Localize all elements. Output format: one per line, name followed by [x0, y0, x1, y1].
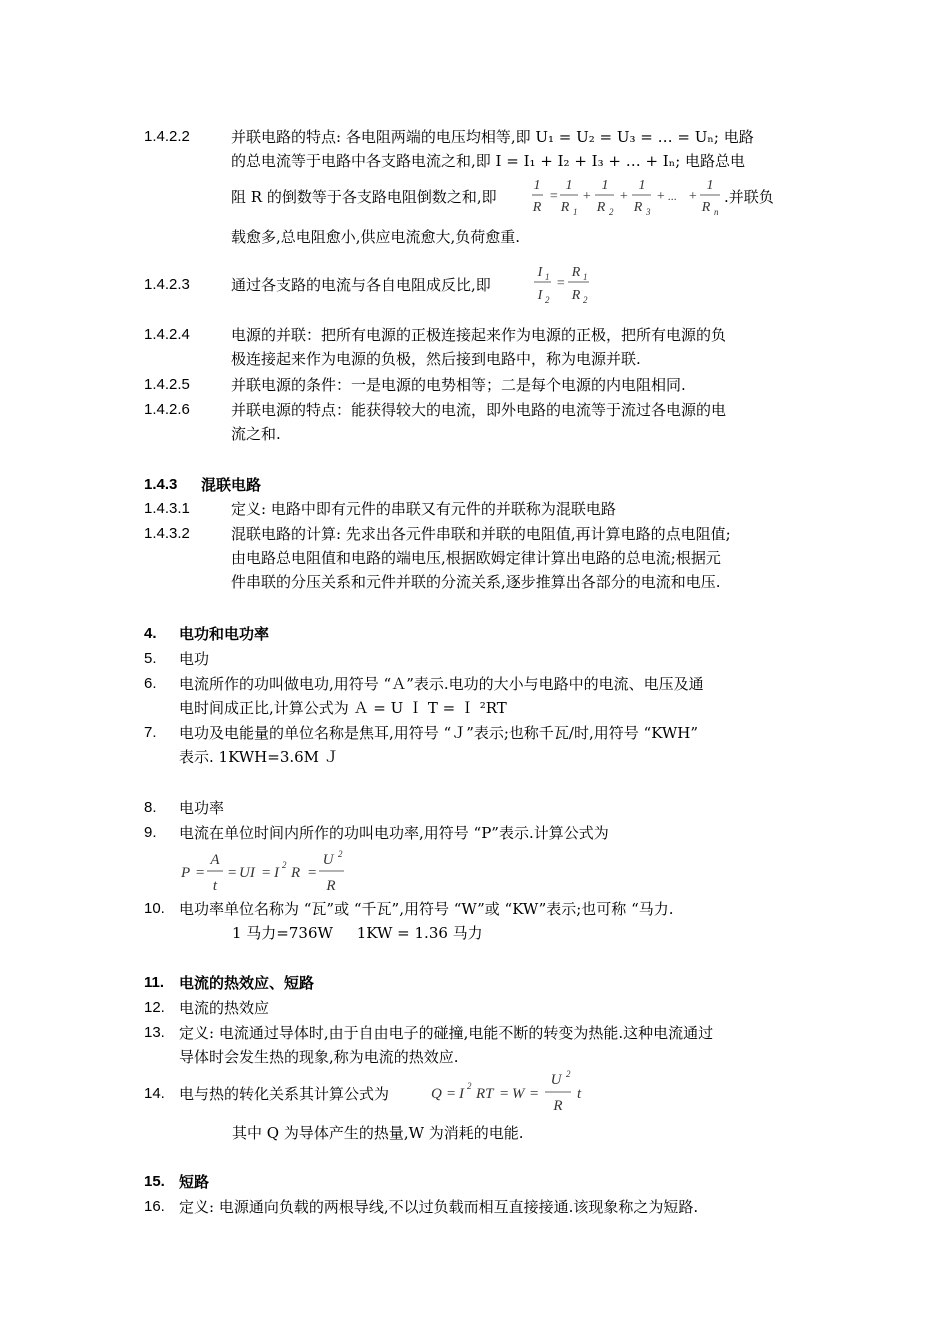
line: 的总电流等于电路中各支路电流之和,即 I = I₁ + I₂ + I₃ + … + Iₙ; 电路总电 [231, 152, 746, 170]
line: 定义: 电路中即有元件的串联又有元件的并联称为混联电路 [231, 500, 616, 518]
line: 电流在单位时间内所作的功叫电功率,用符号 “P”表示.计算公式为 [179, 824, 609, 842]
heading-text: 电流的热效应、短路 [179, 974, 315, 992]
line: 并联电源的条件：一是电源的电势相等；二是每个电源的内电阻相同. [231, 376, 686, 394]
svg-text:=: = [499, 1086, 510, 1102]
svg-text:R: R [553, 1098, 563, 1114]
svg-text:=: = [529, 1086, 540, 1102]
svg-text:+: + [688, 189, 698, 204]
svg-text:1: 1 [573, 207, 578, 217]
line: 电功及电能量的单位名称是焦耳,用符号 “Ｊ”表示;也称千瓦/时,用符号 “KWH” [179, 724, 699, 742]
line: 流之和. [231, 425, 281, 443]
item-14 [144, 1070, 814, 1150]
svg-text:1: 1 [583, 272, 588, 282]
current-ratio-formula [534, 258, 604, 310]
svg-text:A: A [210, 852, 220, 868]
svg-text:2: 2 [545, 295, 550, 305]
svg-text:1: 1 [545, 272, 550, 282]
item-body [231, 125, 811, 249]
svg-text:...: ... [668, 189, 677, 203]
item-1-4-2-3 [144, 261, 814, 311]
svg-text:2: 2 [609, 207, 614, 217]
svg-text:R: R [571, 265, 581, 280]
line: 电功率 [179, 799, 225, 817]
item-number: 10. [144, 900, 165, 917]
svg-text:+: + [619, 189, 629, 204]
svg-text:2: 2 [467, 1081, 472, 1091]
line: 电流所作的功叫做电功,用符号 “Ａ”表示.电功的大小与电路中的电流、电压及通 [179, 675, 704, 693]
svg-text:R: R [571, 288, 581, 303]
svg-text:R: R [560, 200, 570, 215]
svg-text:1: 1 [601, 178, 609, 193]
svg-text:2: 2 [338, 849, 343, 859]
item-number: 8. [144, 799, 157, 816]
line: 1 马力=736W 1KW = 1.36 马力 [232, 924, 483, 942]
item-number: 1.4.2.6 [144, 401, 190, 418]
line: 电时间成正比,计算公式为 Ａ = U Ｉ T = Ｉ ²RT [179, 699, 507, 717]
svg-text:=: = [195, 865, 206, 881]
svg-text:=: = [549, 189, 559, 204]
svg-text:2: 2 [282, 860, 287, 870]
item-number: 1.4.3 [144, 476, 178, 493]
line: 定义: 电源通向负载的两根导线,不以过负载而相互直接接通.该现象称之为短路. [179, 1198, 699, 1216]
svg-text:I: I [459, 1086, 464, 1102]
heading-text: 电功和电功率 [179, 625, 270, 643]
item-number: 7. [144, 724, 157, 741]
svg-text:1: 1 [638, 178, 646, 193]
item-number: 1.4.2.3 [144, 276, 190, 293]
item-number: 15. [144, 1173, 165, 1190]
item-number: 6. [144, 675, 157, 692]
svg-text:=: = [261, 865, 272, 881]
line: 由电路总电阻值和电路的端电压,根据欧姆定律计算出电路的总电流;根据元 [231, 549, 721, 567]
item-number: 4. [144, 625, 157, 642]
svg-text:+: + [582, 189, 592, 204]
line: 载愈多,总电阻愈小,供应电流愈大,负荷愈重. [231, 228, 521, 246]
item-number: 1.4.3.1 [144, 500, 190, 517]
power-formula [179, 846, 379, 898]
line: 定义: 电流通过导体时,由于自由电子的碰撞,电能不断的转变为热能.这种电流通过 [179, 1024, 714, 1042]
svg-text:I: I [274, 865, 279, 881]
svg-text:R: R [532, 200, 542, 215]
item-number: 13. [144, 1024, 165, 1041]
item-number: 14. [144, 1085, 165, 1102]
svg-text:I: I [537, 265, 543, 280]
svg-text:1: 1 [565, 178, 573, 193]
svg-text:Q: Q [431, 1086, 442, 1102]
svg-text:2: 2 [566, 1069, 571, 1079]
line: .并联负 [724, 188, 774, 206]
svg-text:n: n [714, 207, 719, 217]
line: 导体时会发生热的现象,称为电流的热效应. [179, 1048, 459, 1066]
line: 电功率单位名称为 “瓦”或 “千瓦”,用符号 “W”或 “KW”表示;也可称 “马力. [179, 900, 674, 918]
item-number: 16. [144, 1198, 165, 1215]
line: 阻 R 的倒数等于各支路电阻倒数之和,即 [231, 188, 497, 206]
item-1-4-2-2 [144, 125, 814, 250]
frac-num: 1 [533, 178, 541, 193]
line: 电源的并联：把所有电源的正极连接起来作为电源的正极，把所有电源的负 [231, 326, 727, 344]
item-number: 12. [144, 999, 165, 1016]
line: 表示. 1KWH=3.6M Ｊ [179, 748, 339, 766]
heading-text: 短路 [179, 1173, 210, 1191]
line: 电与热的转化关系其计算公式为 [179, 1085, 390, 1103]
svg-text:1: 1 [706, 178, 714, 193]
svg-text:=: = [556, 276, 566, 291]
svg-text:t: t [212, 878, 218, 894]
svg-text:=: = [227, 865, 238, 881]
svg-text:=: = [307, 865, 318, 881]
line: 其中 Q 为导体产生的热量,W 为消耗的电能. [232, 1124, 524, 1142]
svg-text:U: U [322, 852, 334, 868]
svg-text:+: + [656, 189, 666, 204]
item-number: 11. [144, 974, 165, 991]
svg-text:P: P [181, 865, 191, 881]
line: 通过各支路的电流与各自电阻成反比,即 [231, 276, 491, 294]
line: 混联电路的计算: 先求出各元件串联和并联的电阻值,再计算电路的点电阻值; [231, 525, 731, 543]
svg-text:UI: UI [239, 865, 255, 881]
svg-text:R: R [701, 200, 711, 215]
heat-formula [429, 1068, 599, 1120]
svg-text:t: t [577, 1086, 582, 1102]
line: 并联电源的特点：能获得较大的电流，即外电路的电流等于流过各电源的电 [231, 401, 727, 419]
item-number: 1.4.2.4 [144, 326, 190, 343]
svg-text:R: R [633, 200, 643, 215]
line: 电功 [179, 650, 210, 668]
svg-text:U: U [550, 1072, 562, 1088]
item-9 [144, 821, 814, 901]
item-number: 5. [144, 650, 157, 667]
item-number: 1.4.2.5 [144, 376, 190, 393]
svg-text:I: I [537, 288, 543, 303]
item-number: 1.4.2.2 [144, 128, 190, 145]
svg-text:R: R [596, 200, 606, 215]
svg-text:W: W [512, 1086, 525, 1102]
item-number: 1.4.3.2 [144, 525, 190, 542]
svg-text:2: 2 [583, 295, 588, 305]
svg-text:R: R [326, 878, 336, 894]
line: 并联电路的特点: 各电阻两端的电压均相等,即 U₁ = U₂ = U₃ = … = Uₙ; 电路 [231, 128, 754, 146]
item-number: 9. [144, 824, 157, 841]
line: 极连接起来作为电源的负极，然后接到电路中，称为电源并联. [231, 350, 641, 368]
heading-text: 混联电路 [201, 476, 262, 494]
svg-text:=: = [446, 1086, 457, 1102]
line: 电流的热效应 [179, 999, 270, 1017]
svg-text:3: 3 [646, 207, 651, 217]
svg-text:RT: RT [476, 1086, 494, 1102]
line: 件串联的分压关系和元件并联的分流关系,逐步推算出各部分的电流和电压. [231, 573, 721, 591]
svg-text:R: R [291, 865, 301, 881]
